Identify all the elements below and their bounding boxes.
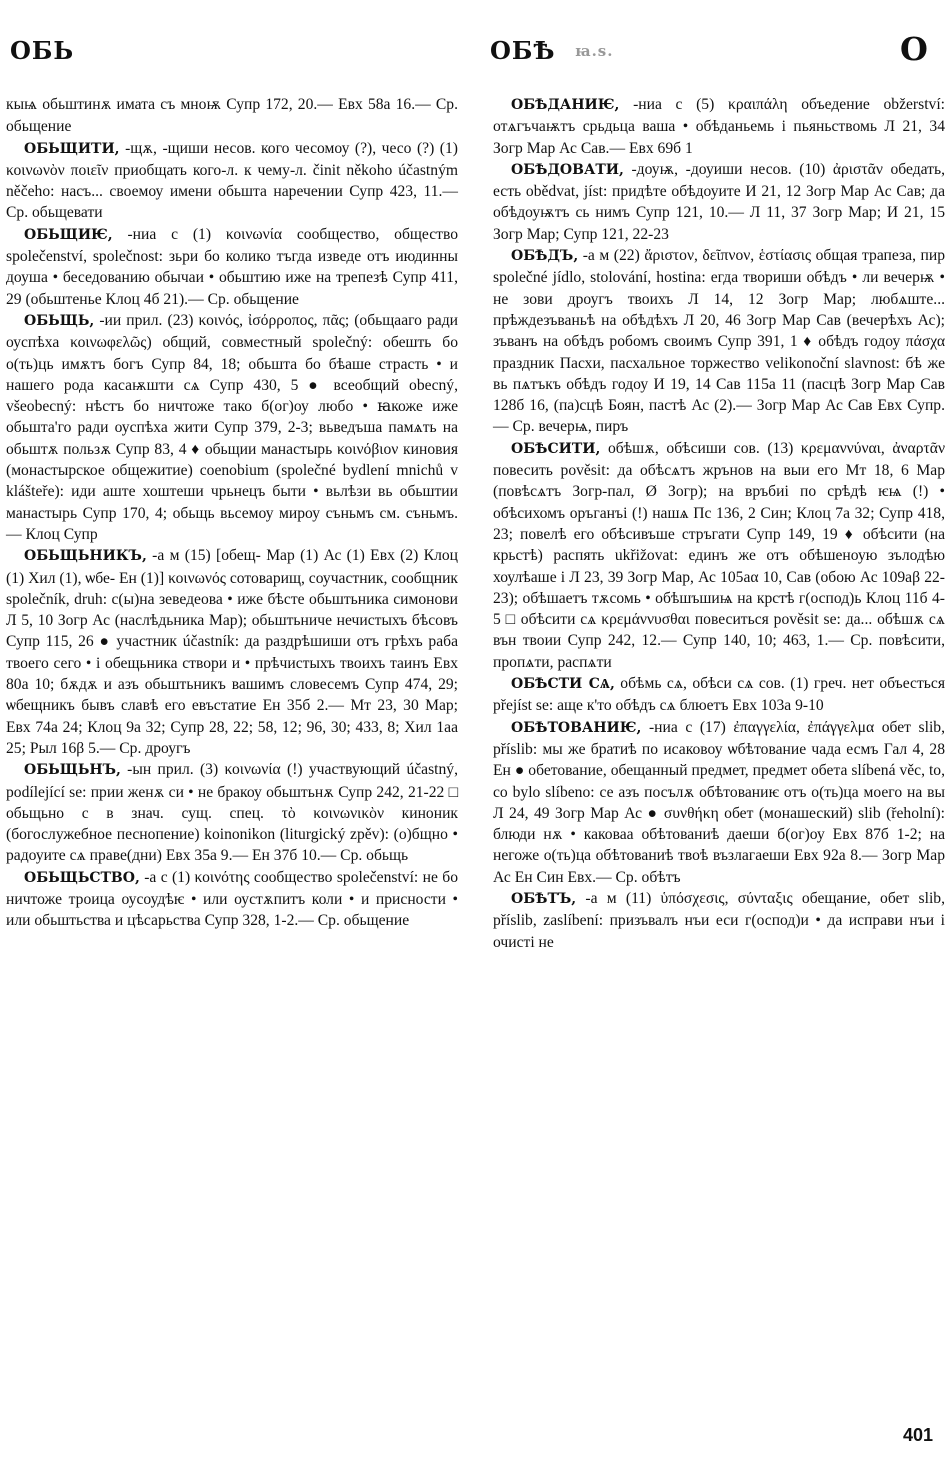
entry-body: -ниа с (5) κραιπάλη объедение obžerství: отѧгъчаѭтъ срьдьца ваша • обѣданьемь і пьяньствомь Л 21, 34 Зогр Мар Ас Сав.— Евх 69б 1 xyxy=(493,96,945,157)
dictionary-entry xyxy=(6,94,458,138)
left-guide-word: ОБЬ xyxy=(10,36,75,65)
dictionary-entry xyxy=(6,224,458,310)
dictionary-entry xyxy=(6,759,458,866)
page-signature-mark: ꙗ.ѕ. xyxy=(575,42,614,60)
entry-body: -доуѭ, -доуиши несов. (10) ἀριστᾶν обедать, есть obědvat, jíst: придѣте обѣдоуите И 21, 12 Зогр Мар Ас Сав; да обѣдоуѭтъ сь нимъ Супр 121, 10.— Л 11, 37 Зогр Мар; И 21, 15 Зогр Мар; Супр 121, 22-23 xyxy=(493,160,945,243)
entry-headword: ОБЬЩИТИ, xyxy=(24,140,120,157)
left-column xyxy=(6,94,458,932)
section-letter: О xyxy=(900,30,929,68)
entry-body: -а с (1) κοινότης сообщество společenství: не бо ничтоже троица оусоудѣѥ • или оустѫпитъ коли • и присности • или обьштьства и цѣсарьства Супр 328, 1-2.— Ср. обьщение xyxy=(6,868,458,930)
entry-body: обѣмь сѧ, обѣси сѧ сов. (1) греч. нет объесться přejíst se: аще к'то обѣдъ сѧ блюетъ Евх 103а 9-10 xyxy=(493,675,945,715)
entry-body: -ии прил. (23) κοινός, ἰσόρροπος, πᾶς; (обьщааго ради оуспѣха κοινωφελῶς) общий, совместный společný: обешть бо о(ть)ць имѫтъ богъ Супр 84, 18; обьшта бо бѣаше страсть • и нашего рода касаѭшти сѧ Супр 430, 5 ● всеобщий obecný, všeobecný: нѣстъ бо ничтоже тако б(ог)оу любо • ꙗкоже иже обьшта'го ради оуспѣха жити Супр 379, 2-3; вьведъша памѧть на обьштѫ пользѫ Супр 83, 4 ♦ обьщии манастырь κοινόβιον киновия (монастырское общежитие) coenobium (společné bydlení mnichů v klášteře): иди аште хоштеши чрьнецъ быти • вьлѣзи вь обьштии манастырь Супр 170, 4; обьщь вьсемоу мироу съньмъ см. съньмъ.— Клоц Супр xyxy=(6,311,458,543)
entry-body: -а м (15) [обещ- Мар (1) Ас (1) Евх (2) Клоц (1) Хил (1), ѡбе- Ен (1)] κοινωνός сотоварищ, соучастник, сообщник společník, druh: с(ы)на зеведеова • иже бѣсте обьштьника симонови Л 5, 10 Зогр Ас (наслѣдьника Мар); обьштьниче нечистыхъ бѣсовъ Супр 115, 26 ● участник účastník: да раздрѣшиши отъ грѣхъ раба твоего сего • і обещьника створи и • прѣчистыхъ твоихъ таинъ Евх 80а 10; бѫдѫ и азъ обьштьникъ вашимъ словесемъ Супр 474, 29; ѡбещникъ бывъ славѣ его евъстатие Ен 35б 2.— Мт 23, 30 Мар; Евх 74а 24; Клоц 9а 32; Супр 28, 22; 58, 12; 96, 30; 433, 8; Хил 1аа 25; Рыл 16β 5.— Ср. дроугъ xyxy=(6,547,458,757)
dictionary-entry xyxy=(6,310,458,545)
entry-headword: ОБЬЩЬ, xyxy=(24,312,95,329)
entry-headword: ОБѢСИТИ, xyxy=(511,440,601,457)
entry-headword: ОБЬЩИѤ, xyxy=(24,226,113,243)
dictionary-entry xyxy=(6,545,458,759)
entry-body: -а м (11) ὑπόσχεσις, σύνταξις обещание, обет slib, příslib, zaslíbení: призъвалъ нъи еси г(оспод)и • да исправи нъи і очисті не xyxy=(493,889,945,951)
entry-headword: ОБѢСТИ СѦ, xyxy=(511,676,615,693)
entry-headword: ОБЬЩЬНЪ, xyxy=(24,762,121,779)
entry-body: -ын прил. (3) κοινωνία (!) участвующий účastný, podílející se: прии женѫ си • не бракоу обьштьнѫ Супр 242, 21-22 □ обьщьно с в знач. сущ. спец. τὸ κοινωνικὸν киноник (богослужебное песнопение) koinonikon (liturgický zpěv): (о)бщно • радоуите сѧ праве(дни) Евх 35а 9.— Ен 37б 10.— Ср. обьщь xyxy=(6,761,458,865)
entry-headword: ОБѢДАНИѤ, xyxy=(511,97,620,113)
dictionary-entry xyxy=(493,717,945,888)
dictionary-entry xyxy=(493,673,945,717)
entry-headword: ОБѢДОВАТИ, xyxy=(511,161,624,178)
entry-headword: ОБѢДЪ, xyxy=(511,248,579,265)
dictionary-entry xyxy=(6,138,458,224)
entry-body: кыѩ обьштинѫ имата съ мноѭ Супр 172, 20.— Евх 58а 16.— Ср. обьщение xyxy=(6,96,458,136)
entry-headword: ОБЬЩЬСТВО, xyxy=(24,869,140,886)
dictionary-entry xyxy=(493,438,945,673)
entry-body: -щѫ, -щиши несов. кого чесомоу (?), чесо (?) (1) κοινωνὸν ποιεῖν приобщать кого-л. к чему-л. činit někoho účastným něčeho: насъ... своемоу имени обьшта наречении Супр 423, 11.— Ср. обьщевати xyxy=(6,139,458,222)
entry-body: -ниа с (1) κοινωνία сообщество, общество společenství, společnost: зьри бо колико тъгда изведе отъ июдинны доуша • беседованию обычаи • обьштию иже на трепезѣ Супр 411, 29 (обьштенье Клоц 4б 21).— Ср. обьщение xyxy=(6,225,458,308)
dictionary-entry xyxy=(6,867,458,932)
entry-body: -а м (22) ἄριστον, δεῖπνον, ἑστίασις общая трапеза, пир společné jídlo, stolování, hostina: егда твориши обѣдъ • ли вечерѭ • не зови дроугъ твоихъ Л 14, 12 Зогр Мар; любѧште... прѣждезъваньѣ на обѣдѣхъ Л 20, 46 Зогр Мар Сав (вечерѣхъ Ас); зъванъ на обѣдъ робомъ своимъ Супр 391, 1 ♦ обѣдъ годоу πάσχα праздник Пасхи, пасхальное торжество velikonoční slavnost: бѣ же вь пѧтъкъ обѣдъ годоу И 19, 14 Сав 115а 11 (пасцѣ Зогр Мар Сав 128б 16, (па)сцѣ Боян, пастѣ Ас (2).— Зогр Мар Ас Сав Евх Супр.— Ср. вечерѩ, пиръ xyxy=(493,247,945,436)
dictionary-entry xyxy=(493,888,945,953)
entry-headword: ОБЬЩЬНИКЪ, xyxy=(24,548,147,565)
dictionary-entry xyxy=(493,159,945,245)
dictionary-entry xyxy=(493,94,945,159)
entry-headword: ОБѢТОВАНИѤ, xyxy=(511,719,642,736)
page-number: 401 xyxy=(903,1425,934,1445)
dictionary-entry xyxy=(493,245,945,438)
entry-body: обѣшѫ, обѣсиши сов. (13) κρεμαννύναι, ἀναρτᾶν повесить pověsit: да обѣсѧтъ жрънов на выи его Мт 18, 6 Мар (повѣсѧтъ Зогр-пал, Ø Зогр); на връбиі по срѣдѣ ѥѩ (!) • обѣсихомъ оръганъі (!) нашѧ Пс 136, 2 Син; Клоц 7а 32; Супр 418, 23; повелѣ его обѣсивъше стръгати Супр 149, 19 ♦ обѣсити (на крьстѣ) распять ukřižovat: единъ же отъ обѣшеноую зълодѣю хоулѣаше і Л 23, 39 Зогр Мар, Ас 105аα 10, Сав (обою Ас 109аβ 22-23); обѣшаетъ тѫсомь • обѣшъшиѩ на крстѣ г(оспод)ь Клоц 11б 4-5 □ обѣсити сѧ κρεμάννυσθαι повеситься pověsit se: да... обѣшѫ сѧ вън твоии Супр 242, 12.— Супр 140, 10; 463, 1.— Ср. повѣсити, пропѧти, распѧти xyxy=(493,439,945,671)
right-guide-word: ОБѢ xyxy=(490,36,556,65)
entry-body: -ниа с (17) ἐπαγγελία, ἐπάγγελμα обет slib, příslib: мы же братиѣ по исаковоу ѡбѣтование чада есмъ Гал 4, 28 Ен ● обетование, обещанный предмет, предмет обета slíbená věc, to, co bylo slíbeno: се азъ посълѫ обѣтованиѥ отъ о(ть)ца моего на вы Л 24, 49 Зогр Мар Ас ● συνθήκη обет (монашеский) slib (řeholní): блюди нѫ • каковаа обѣтованиѣ даеши б(ог)оу Евх 87б 1-2; на негоже о(ть)ца обѣтованиѣ твоѣ възлагаеши Евх 92а 8.— Зогр Мар Ас Ен Син Евх.— Ср. обѣтъ xyxy=(493,718,945,886)
right-column xyxy=(493,94,945,953)
entry-headword: ОБѢТЪ, xyxy=(511,890,577,907)
